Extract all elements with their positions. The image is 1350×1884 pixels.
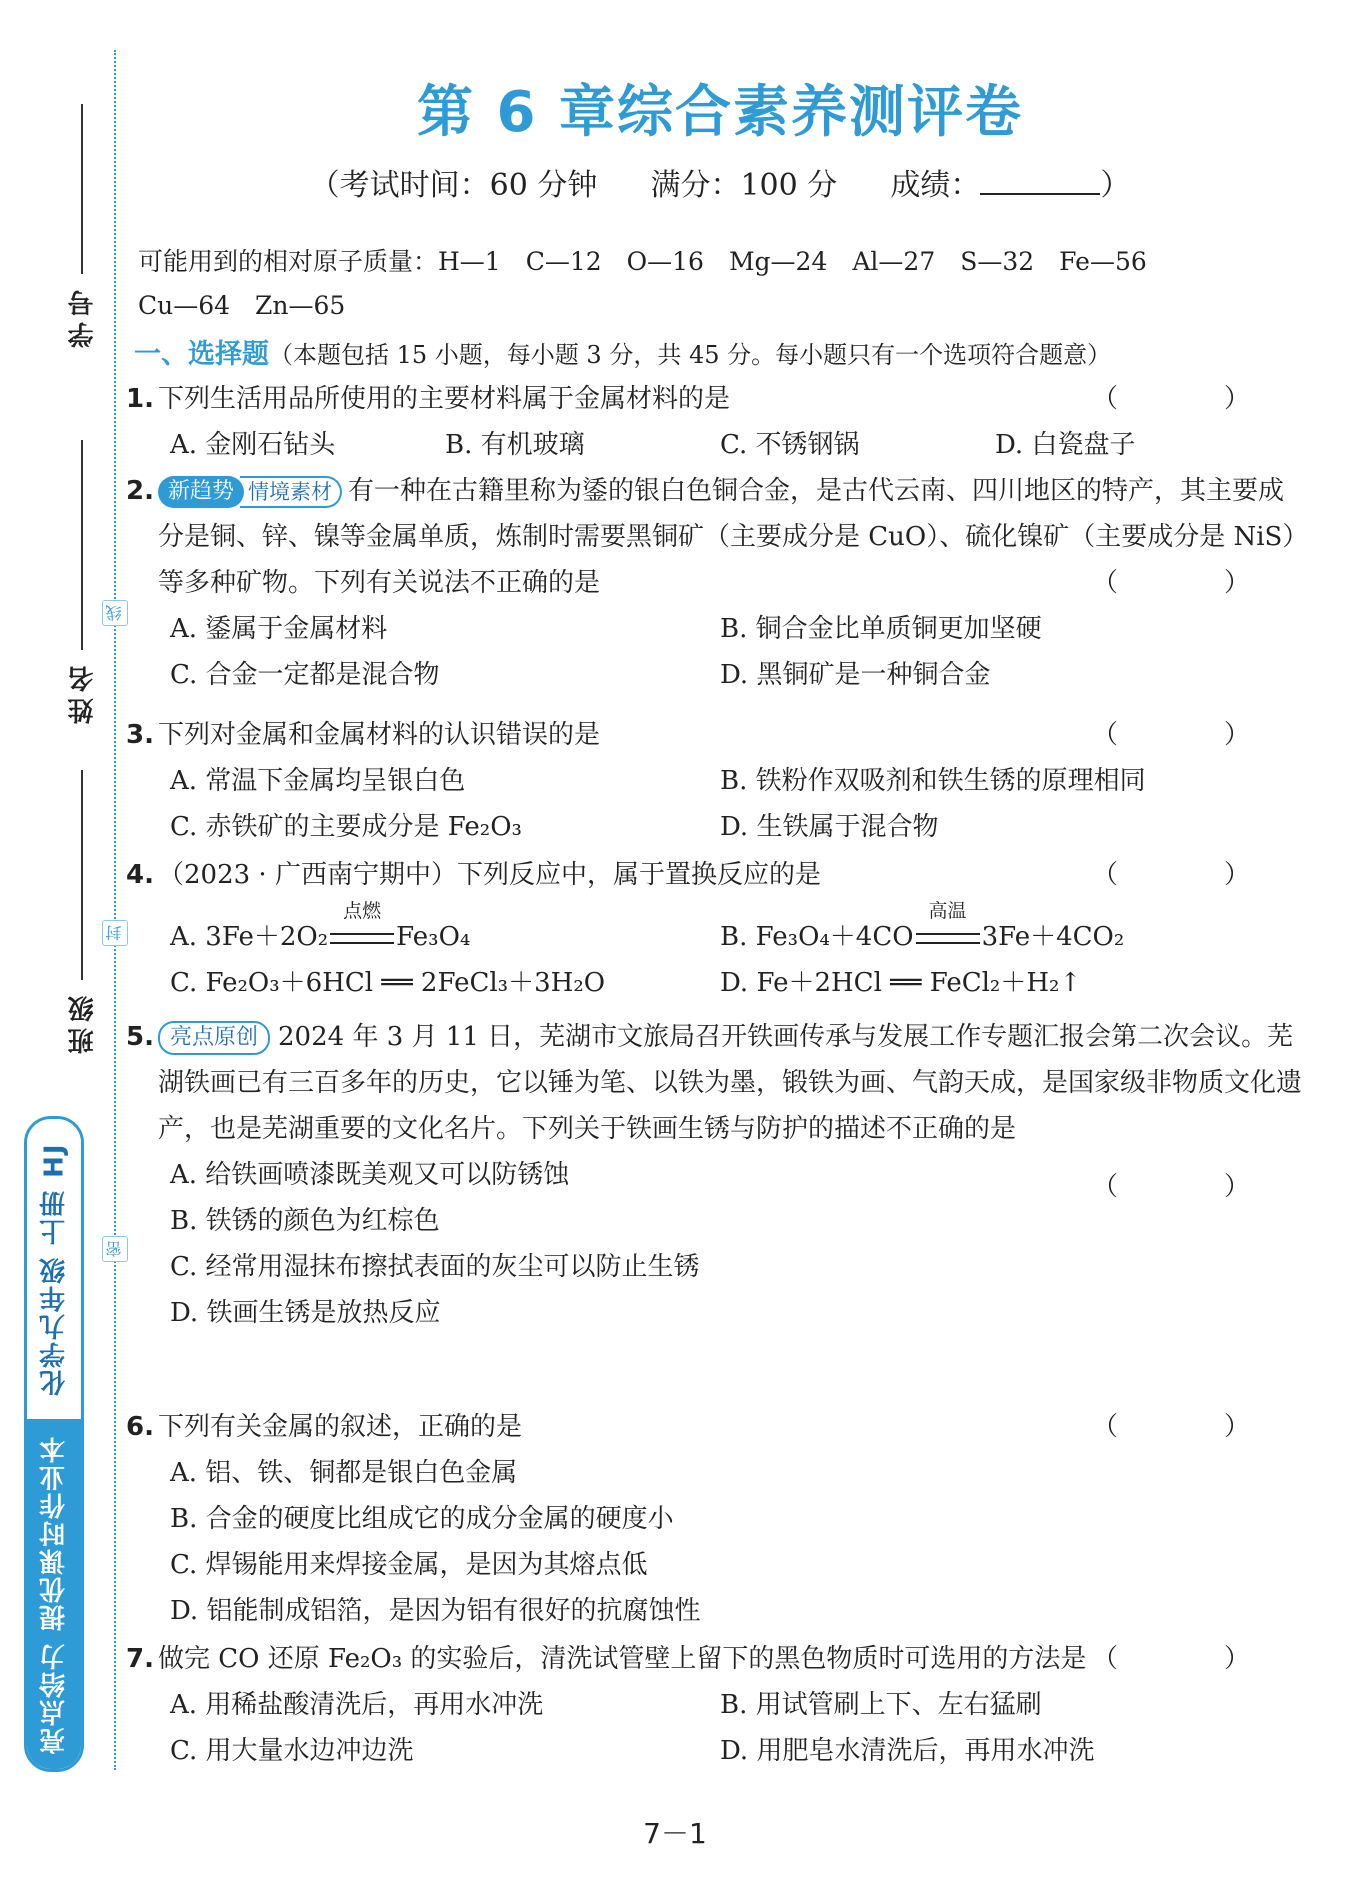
option-a[interactable]: A. 常温下金属均呈银白色 — [170, 766, 466, 796]
question-6 — [126, 1404, 1310, 1634]
score-label: 成绩： — [890, 168, 981, 203]
question-5 — [126, 1014, 1310, 1336]
reaction-condition: 点燃 — [343, 900, 382, 922]
question-2 — [126, 468, 1310, 698]
name-field[interactable] — [52, 440, 112, 724]
original-tag: 亮点原创 — [158, 1021, 270, 1055]
section-title: 一、选择题 — [134, 339, 269, 370]
options — [130, 758, 1310, 850]
option-a[interactable]: A. 鋈属于金属材料 — [170, 614, 388, 644]
question-number: 5. — [126, 1022, 154, 1052]
question-4 — [126, 852, 1310, 1006]
question-1 — [126, 376, 1310, 468]
answer-blank[interactable]: （ ） — [1091, 1644, 1290, 1674]
answer-blank[interactable]: （ ） — [1091, 568, 1290, 598]
question-stem: 下列对金属和金属材料的认识错误的是 — [158, 720, 601, 750]
binding-margin — [0, 0, 124, 1884]
cut-mark-secret: 密 — [102, 1236, 128, 1262]
cut-mark-line: 线 — [102, 600, 128, 626]
option-a[interactable]: A. 用稀盐酸清洗后，再用水冲洗 — [170, 1690, 544, 1720]
option-d[interactable]: D. Fe＋2HCl ══ FeCl₂＋H₂↑ — [720, 968, 1082, 998]
option-c[interactable]: C. 赤铁矿的主要成分是 Fe₂O₃ — [170, 812, 522, 842]
answer-blank[interactable]: （ ） — [1091, 1412, 1290, 1442]
question-stem: 下列有关金属的叙述，正确的是 — [158, 1412, 523, 1442]
question-stem: （2023 · 广西南宁期中）下列反应中，属于置换反应的是 — [158, 860, 821, 890]
option-b[interactable]: B. 合金的硬度比组成它的成分金属的硬度小 — [170, 1504, 674, 1534]
option-a[interactable]: A. 给铁画喷漆既美观又可以防锈蚀 — [170, 1160, 570, 1190]
book-info: 化学九年级 上册 HJ — [27, 1119, 81, 1419]
option-c[interactable]: C. 不锈钢锅 — [720, 430, 860, 460]
student-id-label: 学号 — [67, 284, 98, 348]
exam-info — [130, 160, 1310, 204]
book-series: 亮点给力 提优课时作业本 — [27, 1419, 81, 1769]
question-number: 4. — [126, 860, 154, 890]
option-c[interactable]: C. 用大量水边冲边洗 — [170, 1736, 414, 1766]
reaction-arrow — [914, 900, 982, 960]
score-blank[interactable] — [980, 167, 1100, 195]
option-d[interactable]: D. 铝能制成铝箔，是因为铝有很好的抗腐蚀性 — [170, 1596, 701, 1626]
trend-tag: 新趋势 — [158, 476, 244, 508]
options — [130, 1450, 1310, 1634]
answer-blank[interactable]: （ ） — [1091, 860, 1290, 890]
class-label: 班级 — [67, 990, 98, 1054]
atomic-masses — [138, 240, 1298, 328]
options — [130, 900, 1310, 1006]
reaction-arrow — [328, 900, 396, 960]
question-stem: 2024 年 3 月 11 日，芜湖市文旅局召开铁画传承与发展工作专题汇报会第二次会议。芜湖铁画已有三百多年的历史，它以锤为笔、以铁为墨，锻铁为画、气韵天成，是国家级非物质文化遗产，也是芜湖重要的文化名片。下列关于铁画生锈与防护的描述不正确的是 — [158, 1022, 1303, 1144]
question-stem: 有一种在古籍里称为鋈的银白色铜合金，是古代云南、四川地区的特产，其主要成分是铜、锌、镍等金属单质，炼制时需要黑铜矿（主要成分是 CuO）、硫化镍矿（主要成分是 NiS）等多种矿物。下列有关说法不正确的是 — [158, 476, 1309, 598]
option-c[interactable]: C. 合金一定都是混合物 — [170, 660, 440, 690]
option-b[interactable]: B. 用试管刷上下、左右猛刷 — [720, 1690, 1042, 1720]
question-stem: 下列生活用品所使用的主要材料属于金属材料的是 — [158, 384, 731, 414]
book-series-strip — [24, 1116, 84, 1772]
option-a[interactable] — [170, 900, 720, 960]
option-b-products: 3Fe＋4CO₂ — [981, 922, 1125, 952]
answer-blank[interactable]: （ ） — [1091, 720, 1290, 750]
options — [130, 606, 1310, 698]
name-blank[interactable] — [81, 440, 83, 650]
options — [130, 1152, 1310, 1336]
option-d[interactable]: D. 白瓷盘子 — [995, 430, 1136, 460]
class-field[interactable] — [52, 770, 112, 1054]
full-score: 满分：100 分 — [650, 168, 838, 203]
option-d[interactable]: D. 用肥皂水清洗后，再用水冲洗 — [720, 1736, 1095, 1766]
option-c[interactable]: C. Fe₂O₃＋6HCl ══ 2FeCl₃＋3H₂O — [170, 968, 606, 998]
student-id-blank[interactable] — [81, 104, 83, 274]
close-paren: ） — [1100, 168, 1131, 203]
options — [130, 422, 1310, 468]
cut-line — [114, 50, 116, 1770]
option-a-reactants: A. 3Fe＋2O₂ — [170, 922, 329, 952]
exam-time: （考试时间：60 分钟 — [309, 168, 598, 203]
atomic-masses-line2: Cu—64 Zn—65 — [138, 291, 346, 320]
options — [130, 1682, 1310, 1774]
student-id-field[interactable] — [52, 104, 112, 348]
cut-mark-seal: 封 — [102, 920, 128, 946]
option-b[interactable]: B. 铁粉作双吸剂和铁生锈的原理相同 — [720, 766, 1146, 796]
atomic-masses-line1: 可能用到的相对原子质量：H—1 C—12 O—16 Mg—24 Al—27 S—32 Fe—56 — [138, 247, 1147, 276]
option-d[interactable]: D. 铁画生锈是放热反应 — [170, 1298, 441, 1328]
answer-blank[interactable]: （ ） — [1091, 384, 1290, 414]
page-number: 7－1 — [643, 1817, 707, 1850]
option-b[interactable]: B. 铜合金比单质铜更加坚硬 — [720, 614, 1042, 644]
answer-blank[interactable]: （ ） — [1091, 1172, 1290, 1202]
question-number: 6. — [126, 1412, 154, 1442]
option-c[interactable]: C. 焊锡能用来焊接金属，是因为其熔点低 — [170, 1550, 648, 1580]
option-b[interactable] — [720, 900, 1270, 960]
context-tag: 情境素材 — [240, 476, 342, 508]
page-title: 第 6 章综合素养测评卷 — [417, 80, 1023, 145]
option-b-reactants: B. Fe₃O₄＋4CO — [720, 922, 914, 952]
option-c[interactable]: C. 经常用湿抹布擦拭表面的灰尘可以防止生锈 — [170, 1252, 700, 1282]
section-note: （本题包括 15 小题，每小题 3 分，共 45 分。每小题只有一个选项符合题意） — [269, 341, 1112, 369]
option-a[interactable]: A. 金刚石钻头 — [170, 430, 336, 460]
question-number: 3. — [126, 720, 154, 750]
reaction-condition: 高温 — [928, 900, 967, 922]
name-label: 姓名 — [67, 660, 98, 724]
option-d[interactable]: D. 黑铜矿是一种铜合金 — [720, 660, 991, 690]
section-heading — [134, 332, 1111, 371]
option-d[interactable]: D. 生铁属于混合物 — [720, 812, 939, 842]
option-a-products: Fe₃O₄ — [396, 922, 471, 952]
option-a[interactable]: A. 铝、铁、铜都是银白色金属 — [170, 1458, 518, 1488]
question-stem: 做完 CO 还原 Fe₂O₃ 的实验后，清洗试管壁上留下的黑色物质时可选用的方法是 — [158, 1644, 1087, 1674]
question-number: 1. — [126, 384, 154, 414]
option-b[interactable]: B. 铁锈的颜色为红棕色 — [170, 1206, 440, 1236]
option-b[interactable]: B. 有机玻璃 — [445, 430, 585, 460]
question-number: 7. — [126, 1644, 154, 1674]
question-3 — [126, 712, 1310, 850]
question-7 — [126, 1636, 1310, 1774]
question-number: 2. — [126, 476, 154, 506]
class-blank[interactable] — [81, 770, 83, 980]
